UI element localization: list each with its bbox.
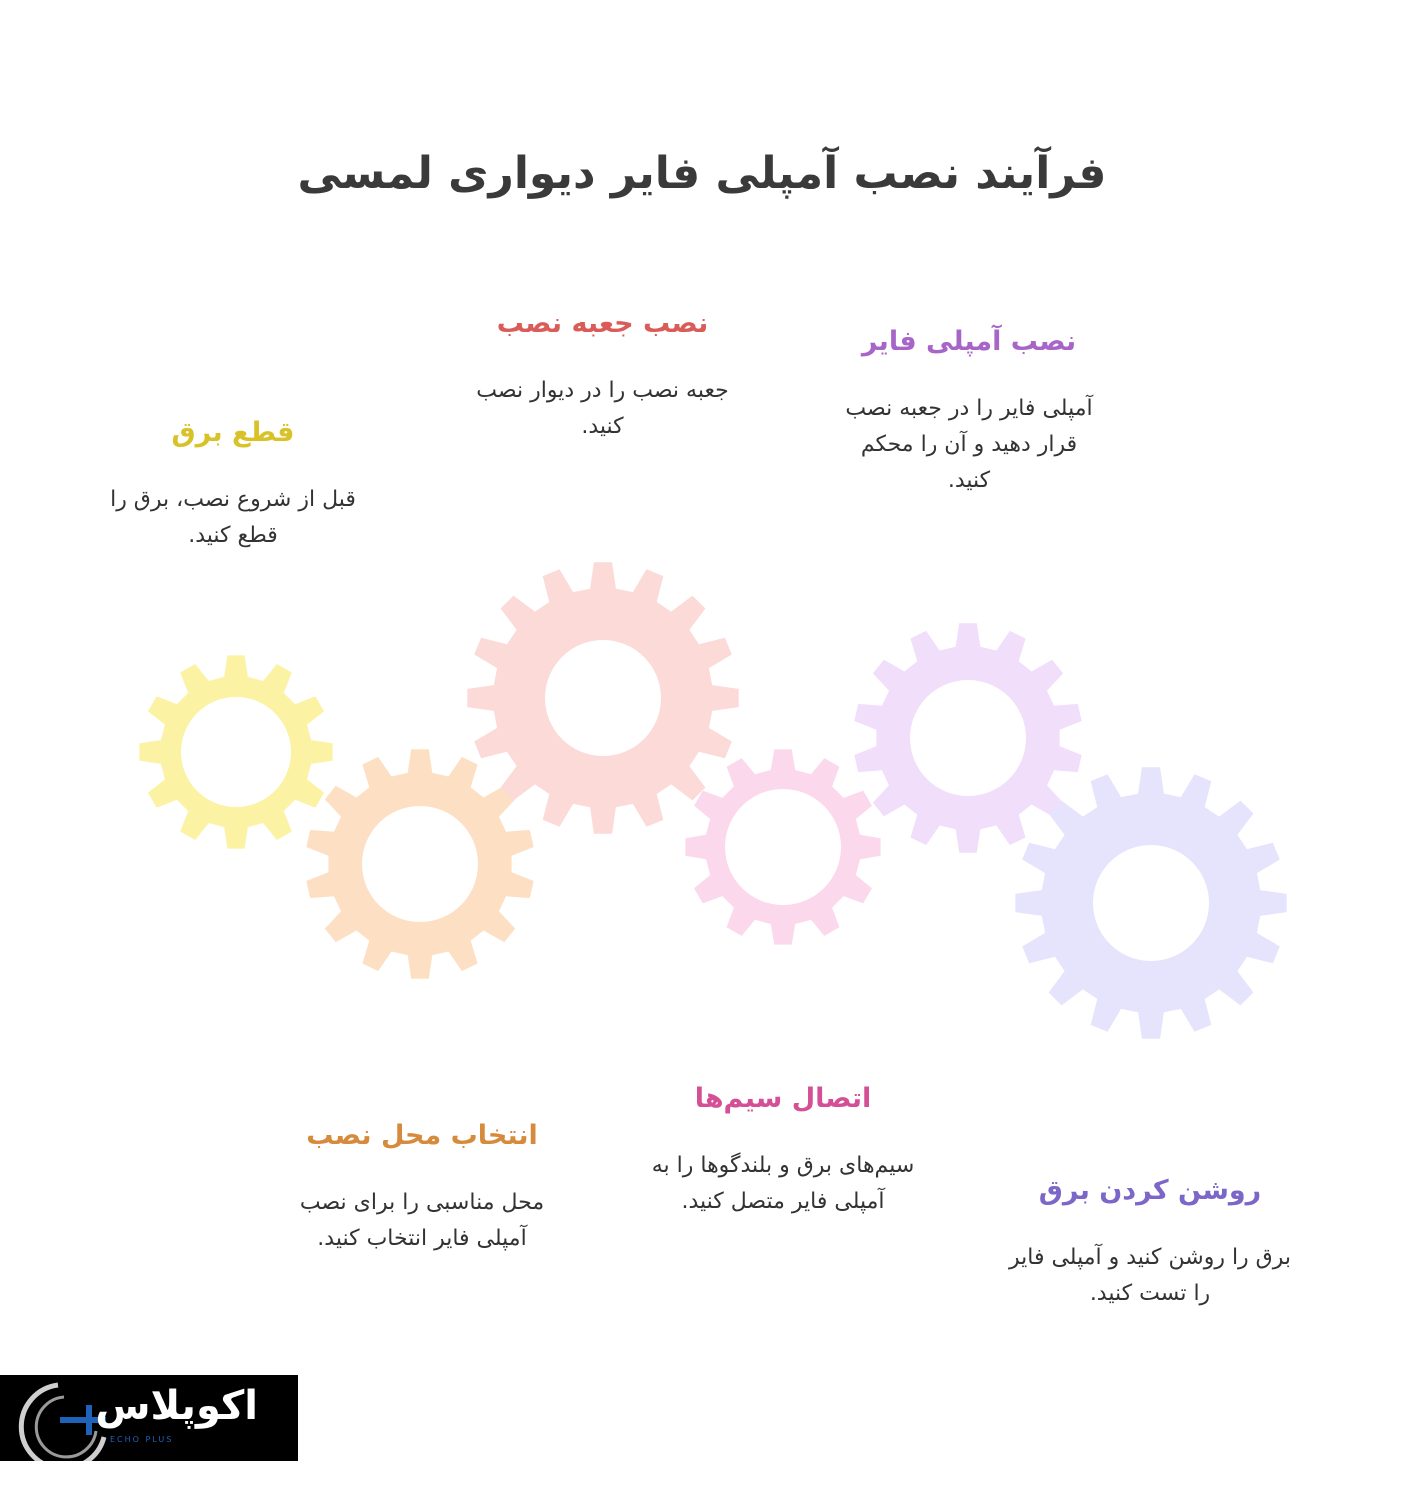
step-description: سیم‌های برق و بلندگوها را به آمپلی فایر متصل کنید. <box>651 1153 915 1214</box>
gear-box-icon <box>467 562 738 833</box>
step-description: قبل از شروع نصب، برق را قطع کنید. <box>110 487 356 548</box>
step-title: روشن کردن برق <box>1038 1175 1262 1206</box>
gear-wires-icon <box>685 749 880 944</box>
step-title: قطع برق <box>171 417 295 448</box>
step-install-amp <box>838 326 1100 499</box>
step-description: آمپلی فایر را در جعبه نصب قرار دهید و آن را محکم کنید. <box>845 396 1093 493</box>
logo-subtext: ECHO PLUS <box>110 1435 174 1444</box>
page-title: فرآیند نصب آمپلی فایر دیواری لمسی <box>297 148 1107 199</box>
brand-logo <box>0 1375 298 1461</box>
step-description: برق را روشن کنید و آمپلی فایر را تست کنید. <box>1008 1245 1291 1306</box>
step-description: جعبه نصب را در دیوار نصب کنید. <box>476 378 729 439</box>
step-choose-location <box>272 1120 572 1257</box>
gear-location-icon <box>306 749 533 978</box>
step-title: نصب آمپلی فایر <box>861 326 1077 357</box>
step-connect-wires <box>638 1083 928 1220</box>
gear-amp-icon <box>854 623 1081 852</box>
step-title: نصب جعبه نصب <box>496 308 709 339</box>
step-cut-power <box>88 417 378 554</box>
step-title: اتصال سیم‌ها <box>694 1083 872 1114</box>
gear-power-icon <box>1015 767 1286 1038</box>
step-description: محل مناسبی را برای نصب آمپلی فایر انتخاب کنید. <box>299 1190 545 1251</box>
logo-wordmark: اکوپلاس <box>95 1383 258 1429</box>
step-power-on <box>1005 1175 1295 1312</box>
step-title: انتخاب محل نصب <box>306 1120 538 1151</box>
gear-cut-icon <box>139 655 332 848</box>
step-install-box <box>465 308 740 445</box>
